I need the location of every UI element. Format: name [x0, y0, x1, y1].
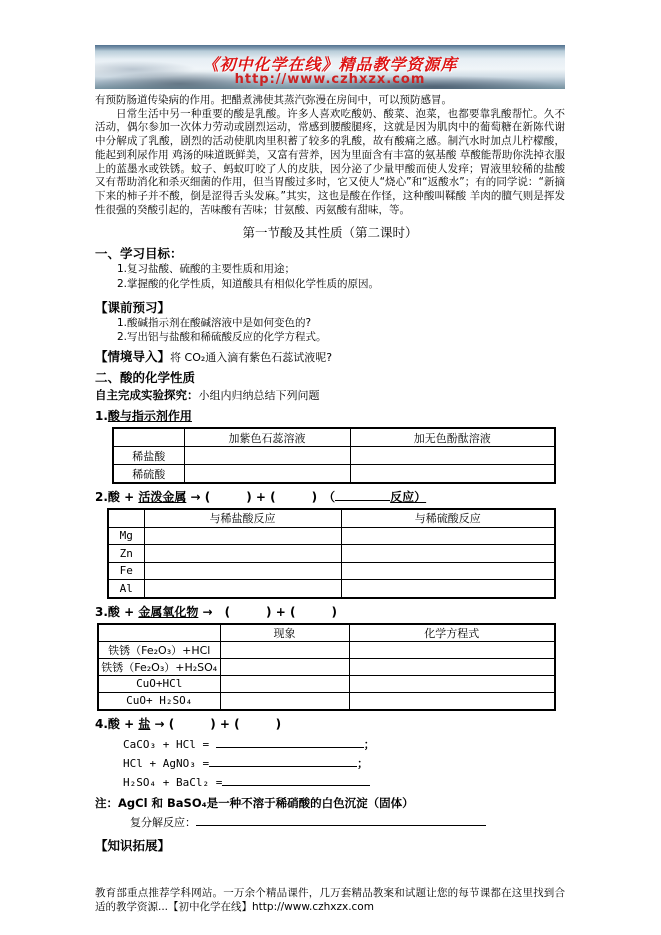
table-row: [98, 692, 555, 710]
equation-tail: ；: [363, 737, 375, 751]
table-row: [98, 641, 555, 658]
empty-cell: [349, 692, 555, 710]
empty-cell: [184, 465, 350, 484]
row-label-dilute-h2so4: 稀硫酸: [113, 465, 184, 484]
empty-cell: [341, 580, 555, 598]
table-row: [108, 580, 555, 598]
row-label-cuo-hcl: CuO+HCl: [98, 675, 220, 692]
table-row: [113, 465, 555, 484]
preview-item-1: 1.酸碱指示剂在酸碱溶液中是如何变色的?: [117, 316, 312, 329]
empty-cell: [184, 447, 350, 465]
part3-term: 金属氧化物: [138, 604, 199, 619]
part4-heading: [95, 715, 565, 732]
equation-lhs: CaCO₃ + HCl =: [123, 737, 216, 751]
part2-reaction-label: 反应）: [390, 490, 427, 505]
table-header-row: [113, 428, 555, 447]
note-line: 注：AgCl 和 BaSO₄是一种不溶于稀硝酸的白色沉淀（固体）: [95, 795, 414, 810]
oxide-reaction-table: [97, 623, 556, 711]
empty-cell: [144, 527, 341, 545]
empty-cell: [341, 545, 555, 563]
header-cell-empty: [113, 428, 184, 447]
footer-description: 教育部重点推荐学科网站。一万余个精品课件，几万套精品教案和试题让您的每节课都在这里找到合适的教学资源...【初中化学在线】: [95, 886, 565, 913]
table-row: [108, 562, 555, 580]
row-label-al: Al: [108, 580, 144, 598]
page-title: 第一节酸及其性质（第二课时）: [242, 225, 418, 241]
empty-cell: [220, 641, 349, 658]
equation-lhs: HCl + AgNO₃ =: [123, 756, 210, 770]
header-cell-empty: [108, 509, 144, 527]
empty-cell: [349, 675, 555, 692]
empty-cell: [220, 675, 349, 692]
fill-in-blank: [335, 489, 390, 501]
lead-in-text: 将 CO₂通入滴有紫色石蕊试液呢?: [170, 351, 333, 365]
row-label-fe: Fe: [108, 562, 144, 580]
part2-formula: → ( ) + ( ) （: [186, 490, 336, 505]
header-cell-hcl-reaction: 与稀盐酸反应: [144, 509, 341, 527]
part4-formula: → ( ) + ( ): [150, 716, 282, 731]
header-cell-h2so4-reaction: 与稀硫酸反应: [341, 509, 555, 527]
fill-in-blank: [216, 736, 364, 748]
preview-heading: 【课前预习】: [95, 299, 171, 315]
expand-heading: 【知识拓展】: [95, 837, 171, 853]
part2-prefix: 2.酸 +: [95, 490, 139, 505]
table-row: [108, 527, 555, 545]
empty-cell: [350, 465, 555, 484]
fill-in-blank: [222, 774, 370, 786]
empty-cell: [349, 641, 555, 658]
row-label-mg: Mg: [108, 527, 144, 545]
part2-term: 活泼金属: [138, 490, 187, 505]
equation-tail: ；: [357, 756, 369, 770]
footer-link: http://www.czhxzx.com: [252, 900, 374, 913]
empty-cell: [220, 692, 349, 710]
row-label-rust-hcl: 铁锈（Fe₂O₃）+HCl: [98, 641, 220, 658]
objective-item-2: 2.掌握酸的化学性质，知道酸具有相似化学性质的原因。: [117, 277, 380, 290]
header-cell-equation: 化学方程式: [349, 624, 555, 642]
table-header-row: [108, 509, 555, 527]
decomposition-line: [130, 814, 565, 830]
empty-cell: [144, 545, 341, 563]
explore-label: 自主完成实验探究：: [95, 388, 199, 403]
header-cell-litmus: 加紫色石蕊溶液: [184, 428, 350, 447]
lead-in-line: [95, 347, 565, 365]
row-label-cuo-h2so4: CuO+ H₂SO₄: [98, 692, 220, 710]
part2-heading: [95, 488, 565, 505]
empty-cell: [220, 658, 349, 675]
row-label-zn: Zn: [108, 545, 144, 563]
preview-item-2: 2.写出铝与盐酸和稀硫酸反应的化学方程式。: [117, 330, 327, 343]
objectives-heading: 一、学习目标：: [95, 246, 183, 262]
table-row: [108, 545, 555, 563]
site-banner: [95, 45, 565, 89]
indicator-table: [112, 427, 556, 484]
row-label-rust-h2so4: 铁锈（Fe₂O₃）+H₂SO₄: [98, 658, 220, 675]
header-cell-phenomenon: 现象: [220, 624, 349, 642]
explore-text: 小组内归纳总结下列问题: [198, 389, 320, 403]
objective-item-1: 1.复习盐酸、硫酸的主要性质和用途；: [117, 263, 296, 276]
empty-cell: [350, 447, 555, 465]
part3-heading: [95, 603, 565, 620]
equation-line-caco3: [123, 735, 565, 754]
table-header-row: [98, 624, 555, 642]
part4-term: 盐: [138, 716, 151, 731]
row-label-dilute-hcl: 稀盐酸: [113, 447, 184, 465]
table-row: [98, 675, 555, 692]
fill-in-blank: [209, 755, 357, 767]
header-cell-phenolphthalein: 加无色酚酞溶液: [350, 428, 555, 447]
part3-formula: → ( ) + ( ): [198, 604, 337, 619]
part1-heading: [95, 407, 565, 424]
intro-paragraph-1: 有预防肠道传染病的作用。把醋煮沸使其蒸汽弥漫在房间中，可以预防感冒。: [95, 94, 452, 106]
section2-heading: 二、酸的化学性质: [95, 370, 196, 386]
equation-line-bacl2: [123, 773, 565, 792]
empty-cell: [349, 658, 555, 675]
empty-cell: [144, 580, 341, 598]
header-cell-empty: [98, 624, 220, 642]
empty-cell: [341, 527, 555, 545]
empty-cell: [341, 562, 555, 580]
equation-line-agno3: [123, 754, 565, 773]
decomposition-label: 复分解反应：: [130, 815, 196, 829]
intro-section: [95, 94, 565, 217]
part3-prefix: 3.酸 +: [95, 604, 139, 619]
fill-in-blank: [196, 814, 486, 826]
part4-prefix: 4.酸 +: [95, 716, 139, 731]
explore-line: [95, 387, 565, 403]
equation-lhs: H₂SO₄ + BaCl₂ =: [123, 775, 223, 789]
table-row: [113, 447, 555, 465]
table-row: [98, 658, 555, 675]
intro-paragraph-2: 日常生活中另一种重要的酸是乳酸。许多人喜欢吃酸奶、酸菜、泡菜，也都要靠乳酸帮忙。久不活动，偶尔参加一次体力劳动或剧烈运动，常感到腰酸腿疼，这就是因为肌肉中的葡萄糖在新陈代谢中分解成了乳酸，剧烈的活动使肌肉里积蓄了较多的乳酸，故有酸痛之感。制汽水时加点儿柠檬酸，能起到利尿作用 鸡汤的味道既鲜美，又富有营养，因为里面含有丰富的氨基酸 草酸能帮助你洗掉衣服上的蓝墨水或铁锈。蚊子、蚂蚁叮咬了人的皮肤，因分泌了少量甲酸而使人发痒；胃液里较稀的盐酸又有帮助消化和杀灭细菌的作用，但当胃酸过多时，它又使人“烧心”和“返酸水”；有的同学说：“新摘下来的柿子并不酸，倒是涩得舌头发麻。”其实，这也是酸在作怪，这种酸叫鞣酸 羊肉的膻气则是挥发性很强的癸酸引起的，苦味酸有苦味；甘氨酸、丙氨酸有甜味，等。: [95, 107, 565, 216]
empty-cell: [144, 562, 341, 580]
footer-text: [95, 886, 565, 914]
part1-term: 酸与指示剂作用: [107, 409, 192, 424]
site-banner-url: http://www.czhxzx.com: [234, 72, 426, 87]
part1-number: 1.: [95, 409, 108, 424]
metal-reaction-table: [107, 508, 556, 599]
lead-in-heading: 【情境导入】: [95, 349, 171, 365]
site-banner-title: 《初中化学在线》精品教学资源库: [202, 55, 458, 74]
